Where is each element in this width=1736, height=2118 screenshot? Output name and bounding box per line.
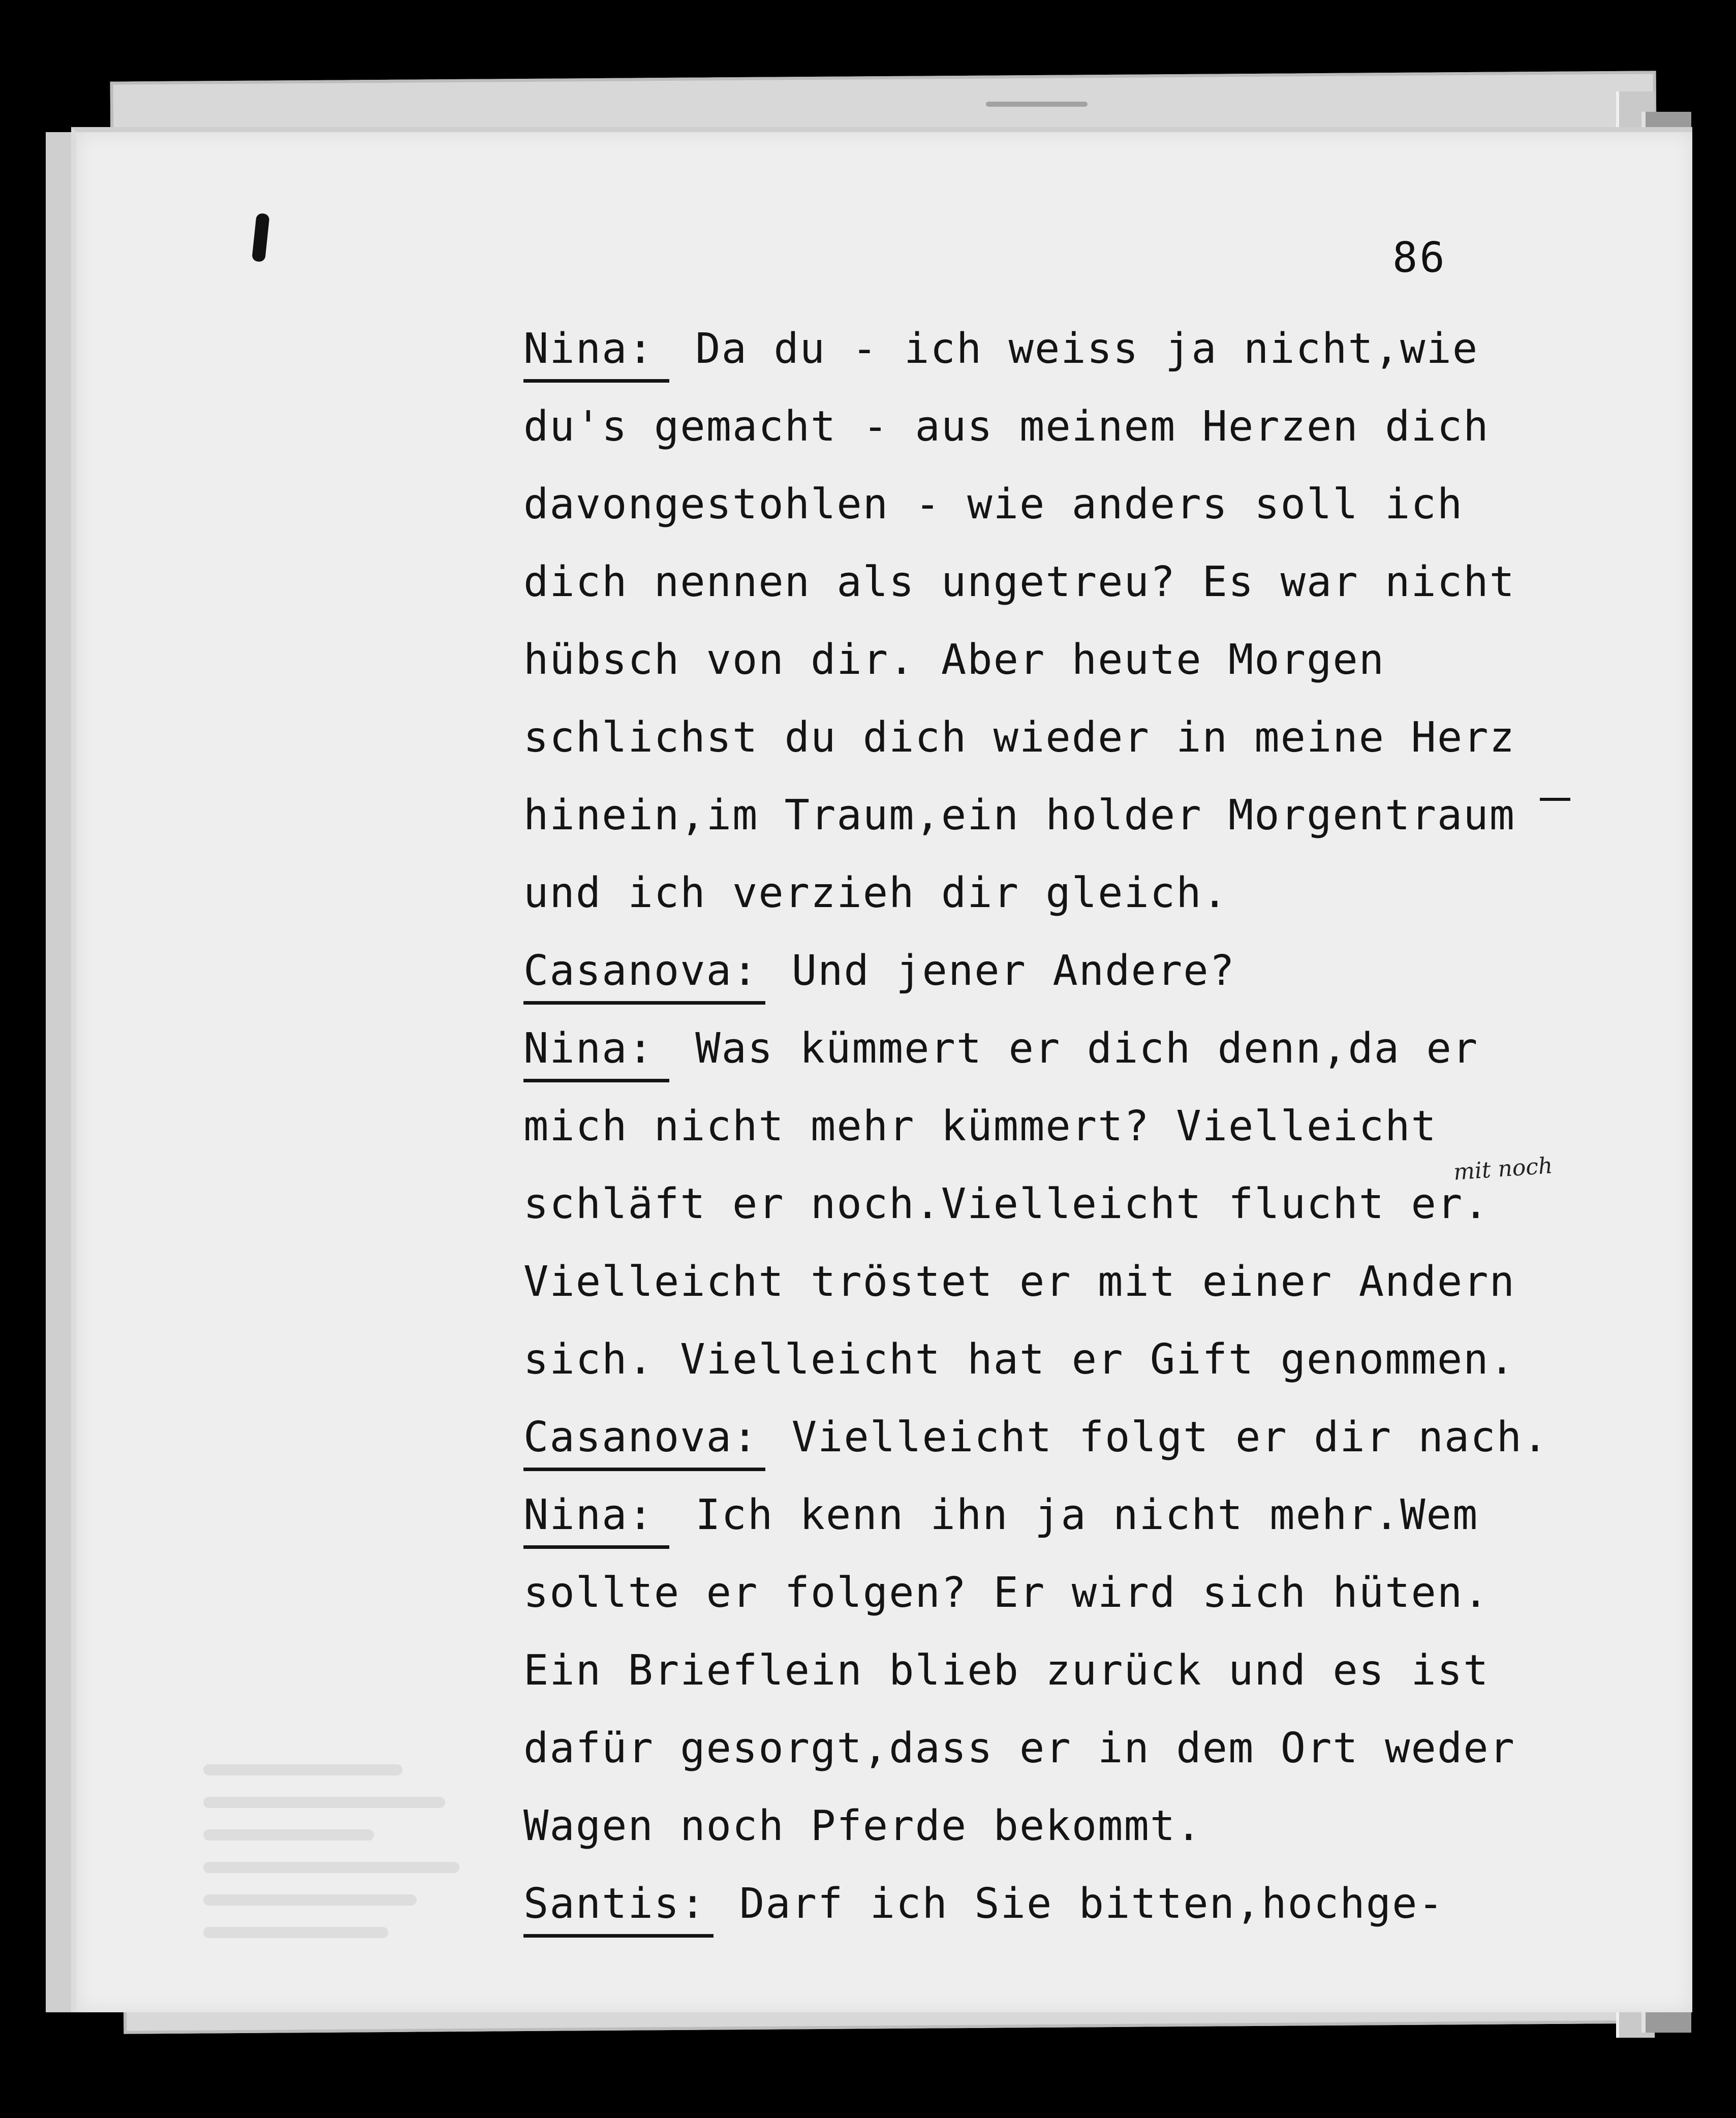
line-text: mich nicht mehr kümmert? Vielleicht: [523, 1102, 1437, 1150]
script-line: [523, 543, 1596, 621]
speaker-name: Nina:: [523, 1485, 669, 1549]
script-line: [523, 1476, 1596, 1554]
script-line: [523, 388, 1596, 465]
speaker-name: Santis:: [523, 1874, 714, 1938]
speaker-name: Nina:: [523, 319, 669, 383]
line-text: schläft er noch.Vielleicht flucht er.: [523, 1180, 1490, 1228]
script-line: [523, 1398, 1596, 1476]
line-end-dash: [1540, 798, 1570, 801]
line-text: Wagen noch Pferde bekommt.: [523, 1802, 1202, 1850]
script-line: [523, 854, 1596, 932]
script-line: [523, 1243, 1596, 1321]
script-line: [523, 1087, 1596, 1165]
script-line: [523, 1165, 1596, 1243]
script-line: [523, 1709, 1596, 1787]
line-text: dafür gesorgt,dass er in dem Ort weder: [523, 1724, 1515, 1772]
line-text: Und jener Andere?: [765, 947, 1235, 995]
handwritten-insert: mit noch: [1452, 1153, 1554, 1186]
speaker-name: Casanova:: [523, 1408, 765, 1471]
line-text: Ein Brieflein blieb zurück und es ist: [523, 1646, 1490, 1695]
line-text: sollte er folgen? Er wird sich hüten.: [523, 1569, 1490, 1617]
line-text: Ich kenn ihn ja nicht mehr.Wem: [669, 1491, 1479, 1539]
line-text: Darf ich Sie bitten,hochge-: [713, 1880, 1444, 1928]
script-line: [523, 1010, 1596, 1087]
line-text: Vielleicht tröstet er mit einer Andern: [523, 1258, 1515, 1306]
script-line: [523, 1554, 1596, 1632]
line-text: davongestohlen - wie anders soll ich: [523, 480, 1464, 528]
line-text: Was kümmert er dich denn,da er: [669, 1024, 1479, 1073]
top-scribble: [986, 102, 1088, 107]
line-text: Vielleicht folgt er dir nach.: [765, 1413, 1549, 1461]
line-text: Da du - ich weiss ja nicht,wie: [669, 325, 1479, 373]
script-line: [523, 776, 1596, 854]
line-text: du's gemacht - aus meinem Herzen dich: [523, 402, 1490, 451]
speaker-name: Casanova:: [523, 941, 765, 1005]
script-line: [523, 465, 1596, 543]
speaker-name: Nina:: [523, 1019, 669, 1082]
script-line: [523, 932, 1596, 1010]
script-line: [523, 1787, 1596, 1865]
script-line: [523, 1321, 1596, 1398]
script-line: [523, 699, 1596, 776]
script-text: [523, 310, 1596, 1943]
script-line: [523, 621, 1596, 699]
page-number: 86: [1392, 234, 1447, 282]
script-line: [523, 310, 1596, 388]
line-text: sich. Vielleicht hat er Gift genommen.: [523, 1335, 1515, 1384]
script-line: [523, 1632, 1596, 1709]
line-text: schlichst du dich wieder in meine Herz: [523, 713, 1515, 762]
line-text: und ich verzieh dir gleich.: [523, 869, 1228, 917]
line-text: dich nennen als ungetreu? Es war nicht: [523, 558, 1515, 606]
line-text: hinein,im Traum,ein holder Morgentraum: [523, 791, 1515, 839]
script-line: [523, 1865, 1596, 1943]
line-text: hübsch von dir. Aber heute Morgen: [523, 636, 1385, 684]
